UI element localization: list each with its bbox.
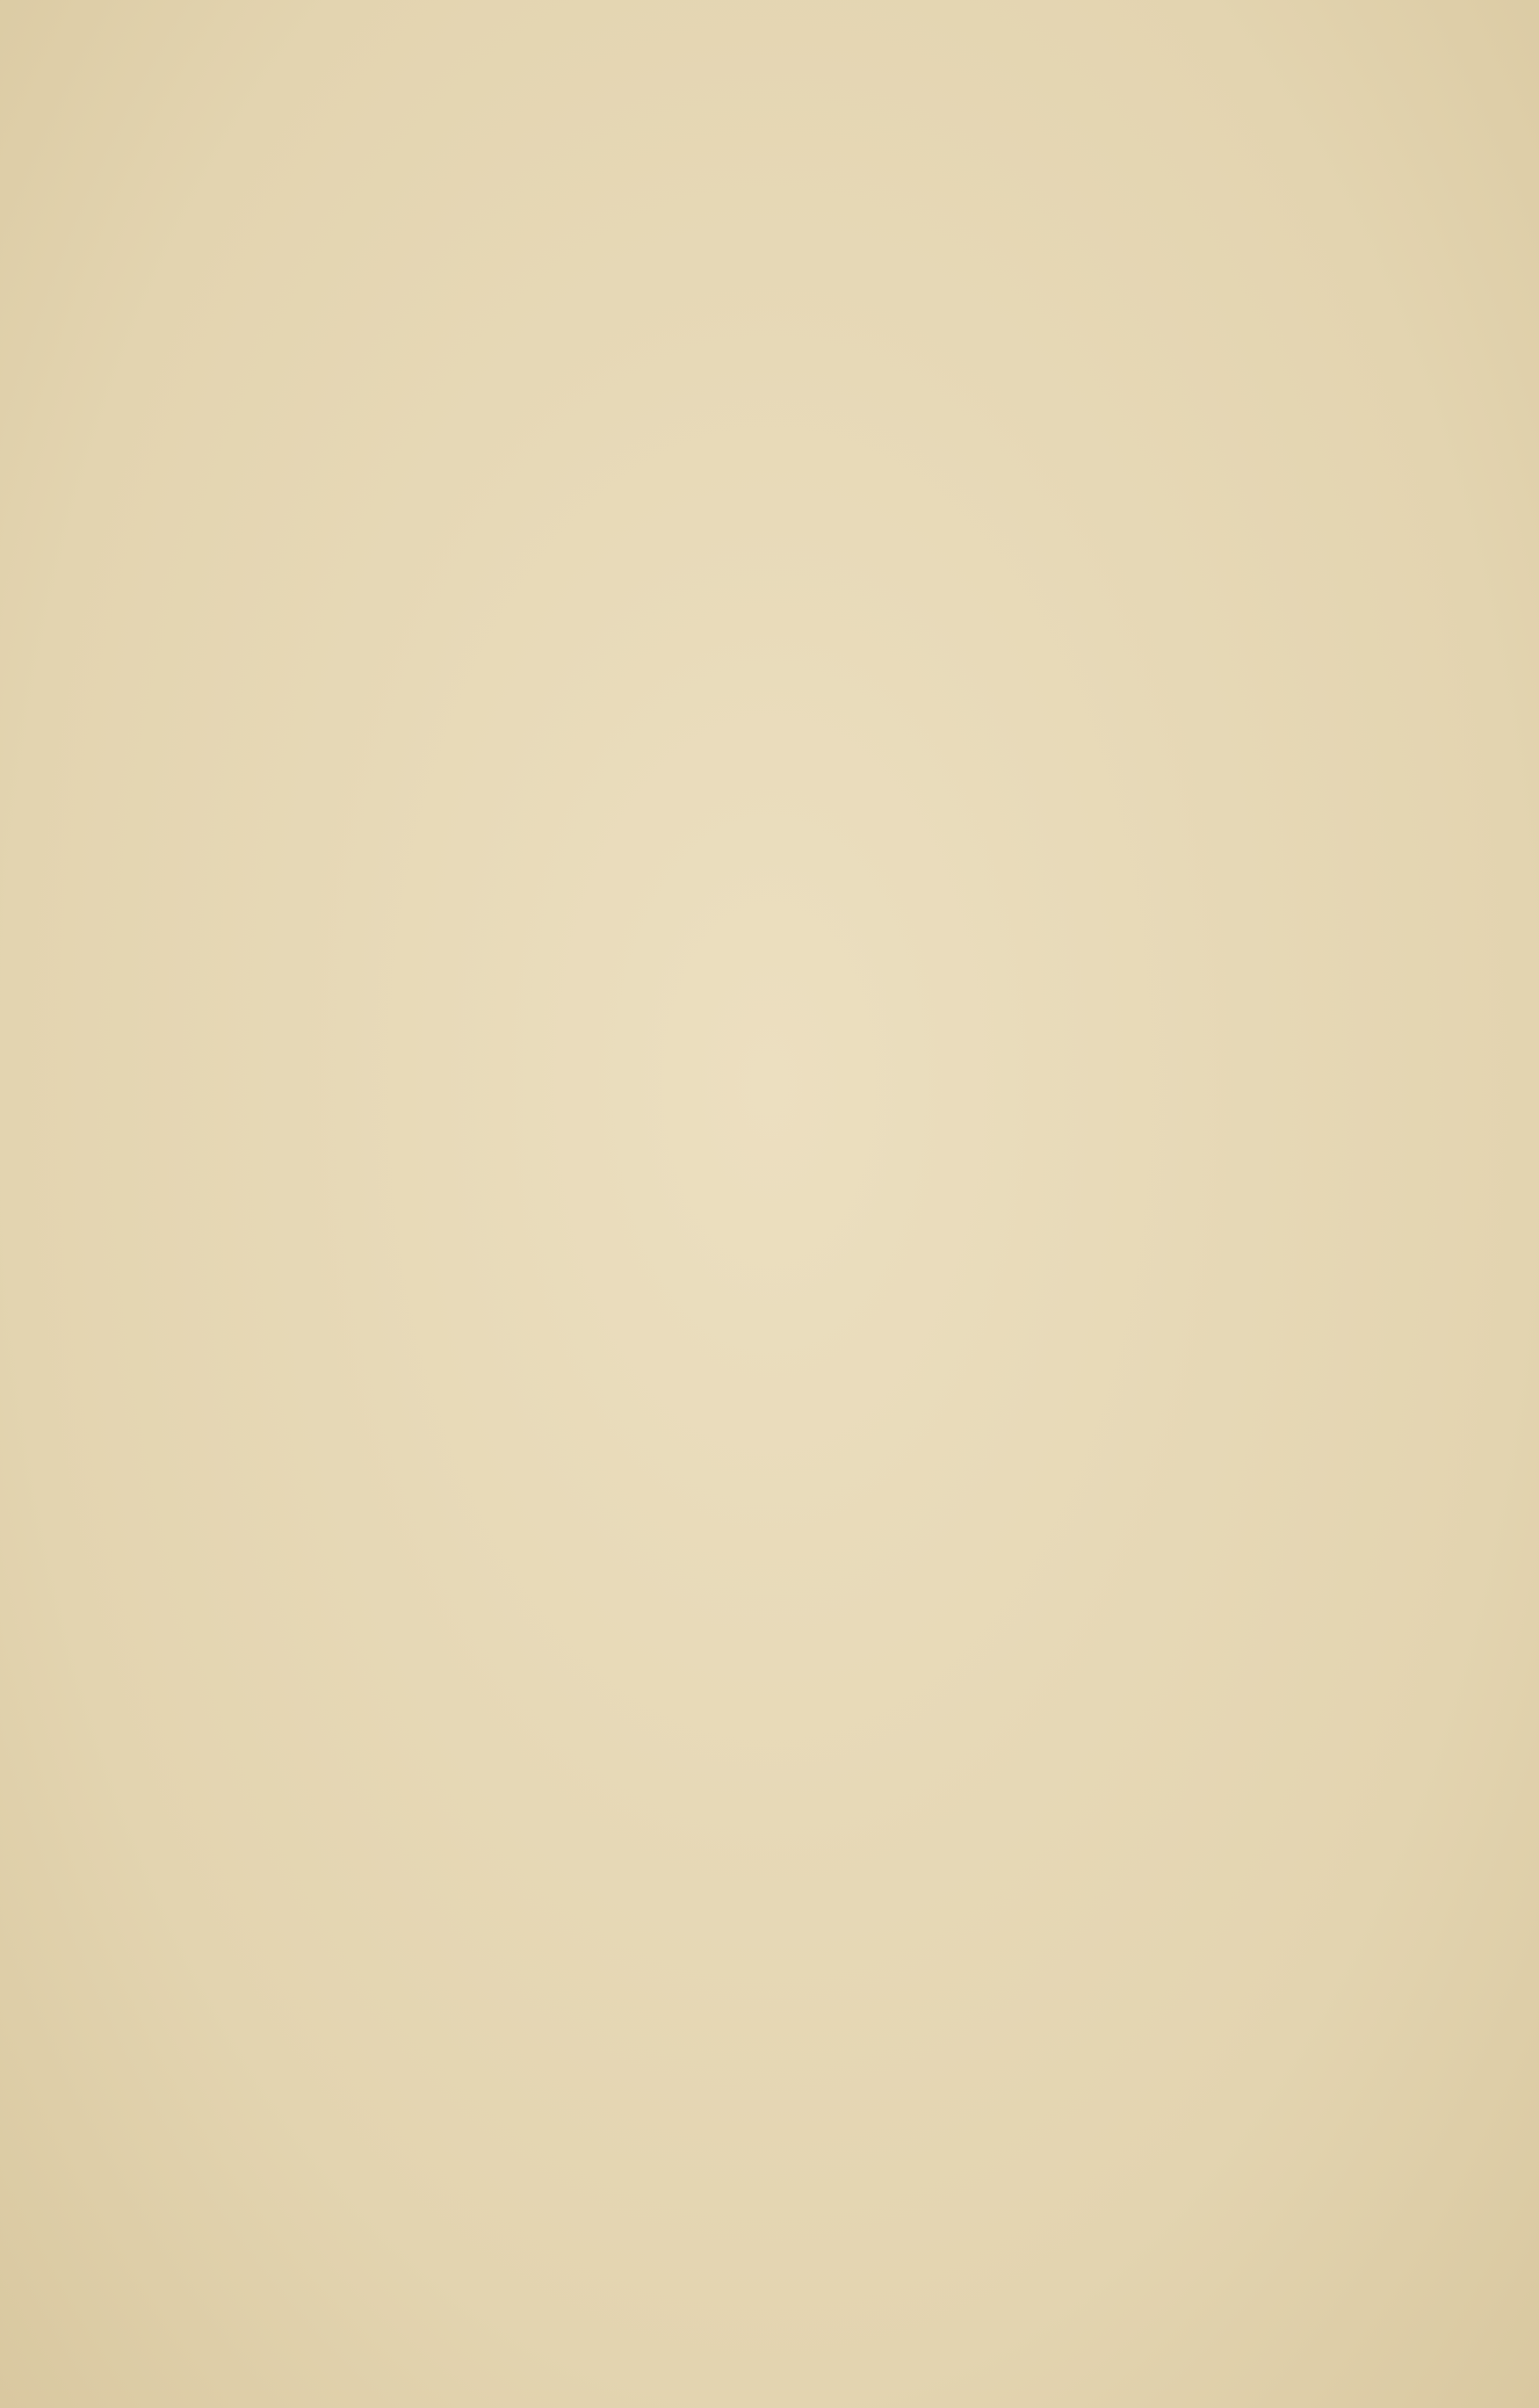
rotated-table [93,202,1411,2258]
running-header [0,104,1539,139]
